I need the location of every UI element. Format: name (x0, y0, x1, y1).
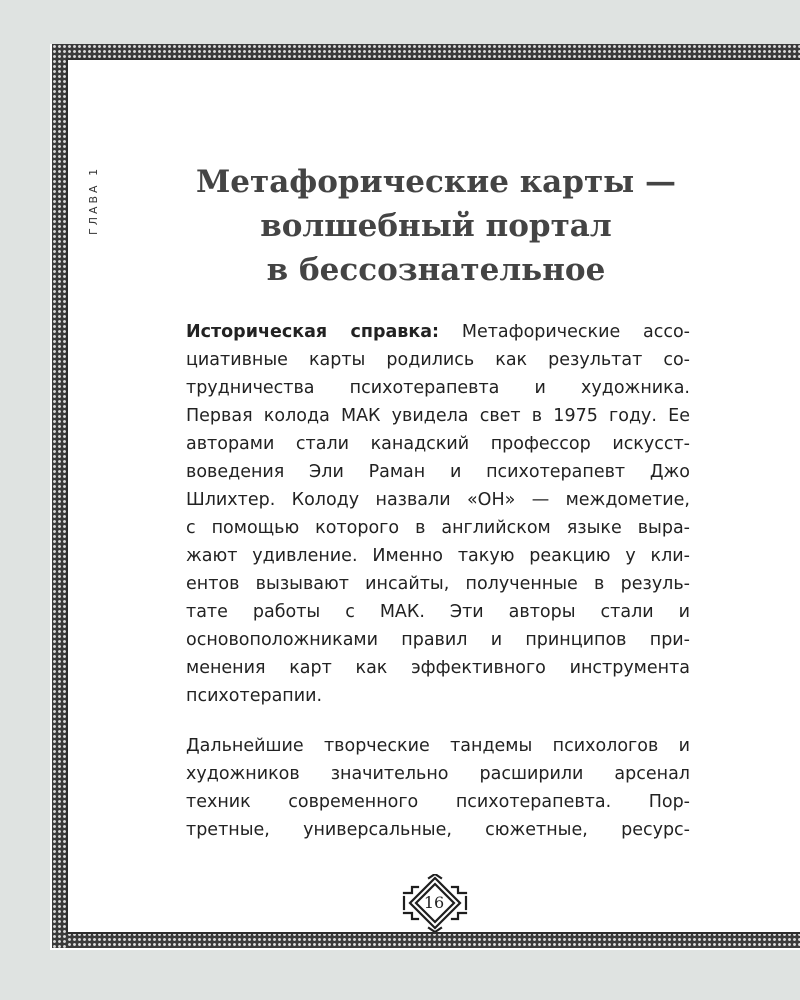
lead-in-bold: Историческая справка: (186, 322, 440, 342)
paragraph-line: Дальнейшие творческие тандемы психологов и (186, 736, 690, 756)
chapter-title (186, 160, 686, 292)
paragraph-line: ентов вызывают инсайты, полученные в резуль- (186, 574, 690, 594)
paragraph-line: Шлихтер. Колоду назвали «ОН» — междометие, (186, 490, 690, 510)
paragraph-line: с помощью которого в английском языке выра- (186, 518, 690, 538)
paragraph-line: художников значительно расширили арсенал (186, 764, 690, 784)
paragraph-line: воведения Эли Раман и психотерапевт Джо (186, 462, 690, 482)
page-number: 16 (423, 893, 445, 912)
title-line: Метафорические карты — (195, 164, 677, 200)
paragraph-line: тате работы с МАК. Эти авторы стали и (186, 602, 690, 622)
chapter-label: ГЛАВА 1 (87, 165, 100, 235)
paragraph-line: основоположниками правил и принципов при- (186, 630, 690, 650)
frame-inner-line-top (66, 58, 800, 60)
decorative-frame-bottom (52, 932, 800, 948)
paragraph-line: трудничества психотерапевта и художника. (186, 378, 690, 398)
paragraph-line: циативные карты родились как результат со- (186, 350, 690, 370)
title-line: волшебный портал (260, 208, 612, 244)
paragraph-line: психотерапии. (186, 686, 323, 706)
frame-inner-line-left (66, 58, 68, 934)
paragraph-line (186, 318, 690, 346)
paragraph-line: менения карт как эффективного инструмента (186, 658, 690, 678)
frame-inner-line-bottom (66, 932, 800, 934)
paragraph-line: жают удивление. Именно такую реакцию у кли- (186, 546, 690, 566)
body-text (186, 318, 690, 844)
paragraph-line: Первая колода МАК увидела свет в 1975 году. Ее (186, 406, 690, 426)
paragraph-gap (186, 710, 690, 732)
paragraph-line: техник современного психотерапевта. Пор- (186, 792, 690, 812)
paragraph-line: третные, универсальные, сюжетные, ресурс- (186, 820, 690, 840)
paragraph-line: авторами стали канадский профессор искусст- (186, 434, 690, 454)
title-line: в бессознательное (266, 252, 606, 288)
lead-in-rest: Метафорические ассо- (439, 322, 690, 342)
